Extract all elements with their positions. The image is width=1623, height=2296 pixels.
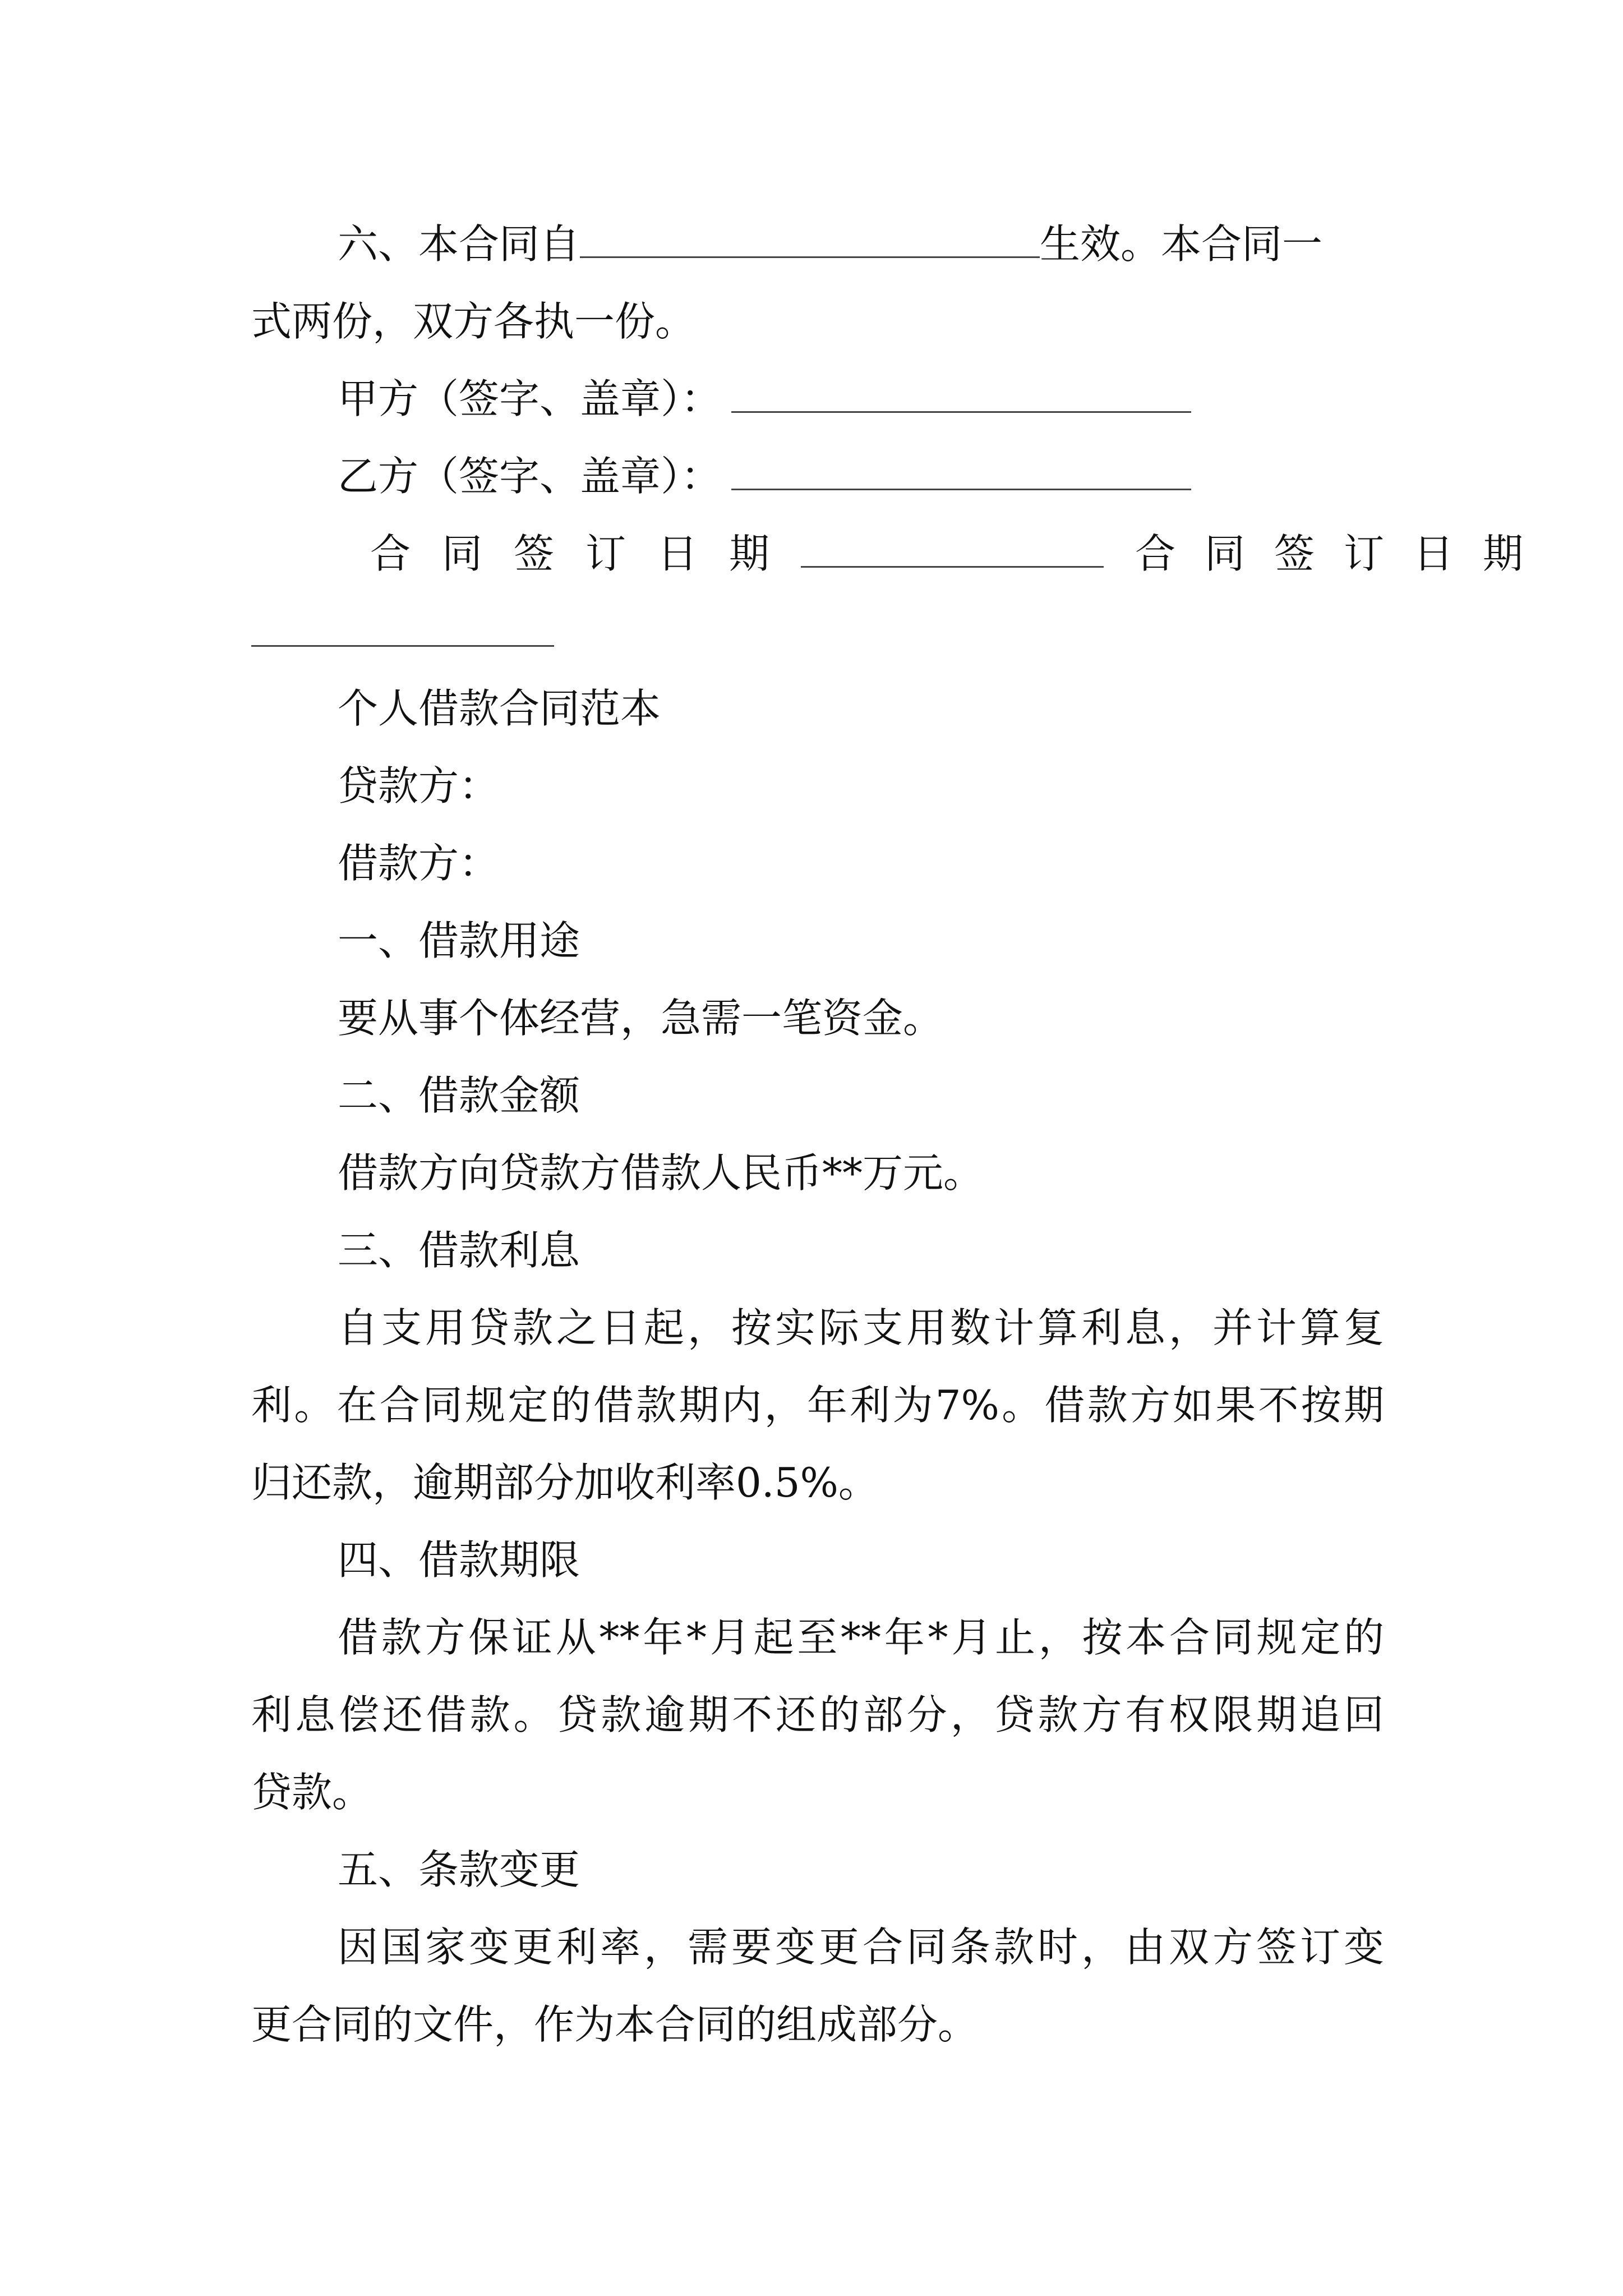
- party-b-label: 乙方（签字、盖章）：: [338, 453, 722, 500]
- party-a-signature-blank: [731, 378, 1191, 413]
- section-4-heading: 四、借款期限: [338, 1536, 580, 1584]
- section-5-body-line-1: 因国家变更利率，需要变更合同条款时，由双方签订变: [338, 1924, 1384, 1971]
- section-1-heading: 一、借款用途: [338, 917, 580, 964]
- party-a-signature-line: [338, 360, 1470, 438]
- party-a-label: 甲方（签字、盖章）：: [338, 375, 722, 422]
- sign-date-label-2: 合同签订日期: [1135, 530, 1553, 577]
- section-1-body: 要从事个体经营，急需一笔资金。: [338, 995, 944, 1042]
- effective-date-blank: [580, 223, 1040, 258]
- clause-6-line-2: 式两份，双方各执一份。: [251, 298, 696, 345]
- section-5-heading: 五、条款变更: [338, 1846, 580, 1893]
- party-b-signature-blank: [731, 455, 1191, 490]
- sign-date-line: [370, 515, 1553, 592]
- contract-title: 个人借款合同范本: [338, 685, 661, 732]
- section-2-body: 借款方向贷款方借款人民币**万元。: [338, 1149, 984, 1197]
- section-4-body-line-3: 贷款。: [251, 1769, 373, 1816]
- clause-6-prefix: 六、本合同自: [338, 220, 580, 268]
- section-4-body-line-1: 借款方保证从**年*月起至**年*月止，按本合同规定的: [338, 1614, 1384, 1661]
- sign-date-blank-1: [801, 532, 1104, 568]
- section-3-body-line-1: 自支用贷款之日起，按实际支用数计算利息，并计算复: [338, 1304, 1384, 1351]
- party-b-signature-line: [338, 438, 1470, 515]
- sign-date-blank-2: [251, 645, 554, 647]
- section-3-heading: 三、借款利息: [338, 1227, 580, 1274]
- clause-6-line-1: [338, 205, 1384, 283]
- clause-6-suffix: 生效。本合同一: [1040, 220, 1323, 268]
- section-3-body-line-3: 归还款，逾期部分加收利率0.5%。: [251, 1459, 879, 1506]
- sign-date-label-1: 合同签订日期: [370, 530, 801, 577]
- borrower-label: 借款方：: [338, 840, 500, 887]
- section-2-heading: 二、借款金额: [338, 1072, 580, 1119]
- lender-label: 贷款方：: [338, 762, 500, 809]
- section-5-body-line-2: 更合同的文件，作为本合同的组成部分。: [251, 2001, 979, 2048]
- section-4-body-line-2: 利息偿还借款。贷款逾期不还的部分，贷款方有权限期追回: [251, 1691, 1384, 1738]
- section-3-body-line-2: 利。在合同规定的借款期内，年利为7%。借款方如果不按期: [251, 1382, 1384, 1429]
